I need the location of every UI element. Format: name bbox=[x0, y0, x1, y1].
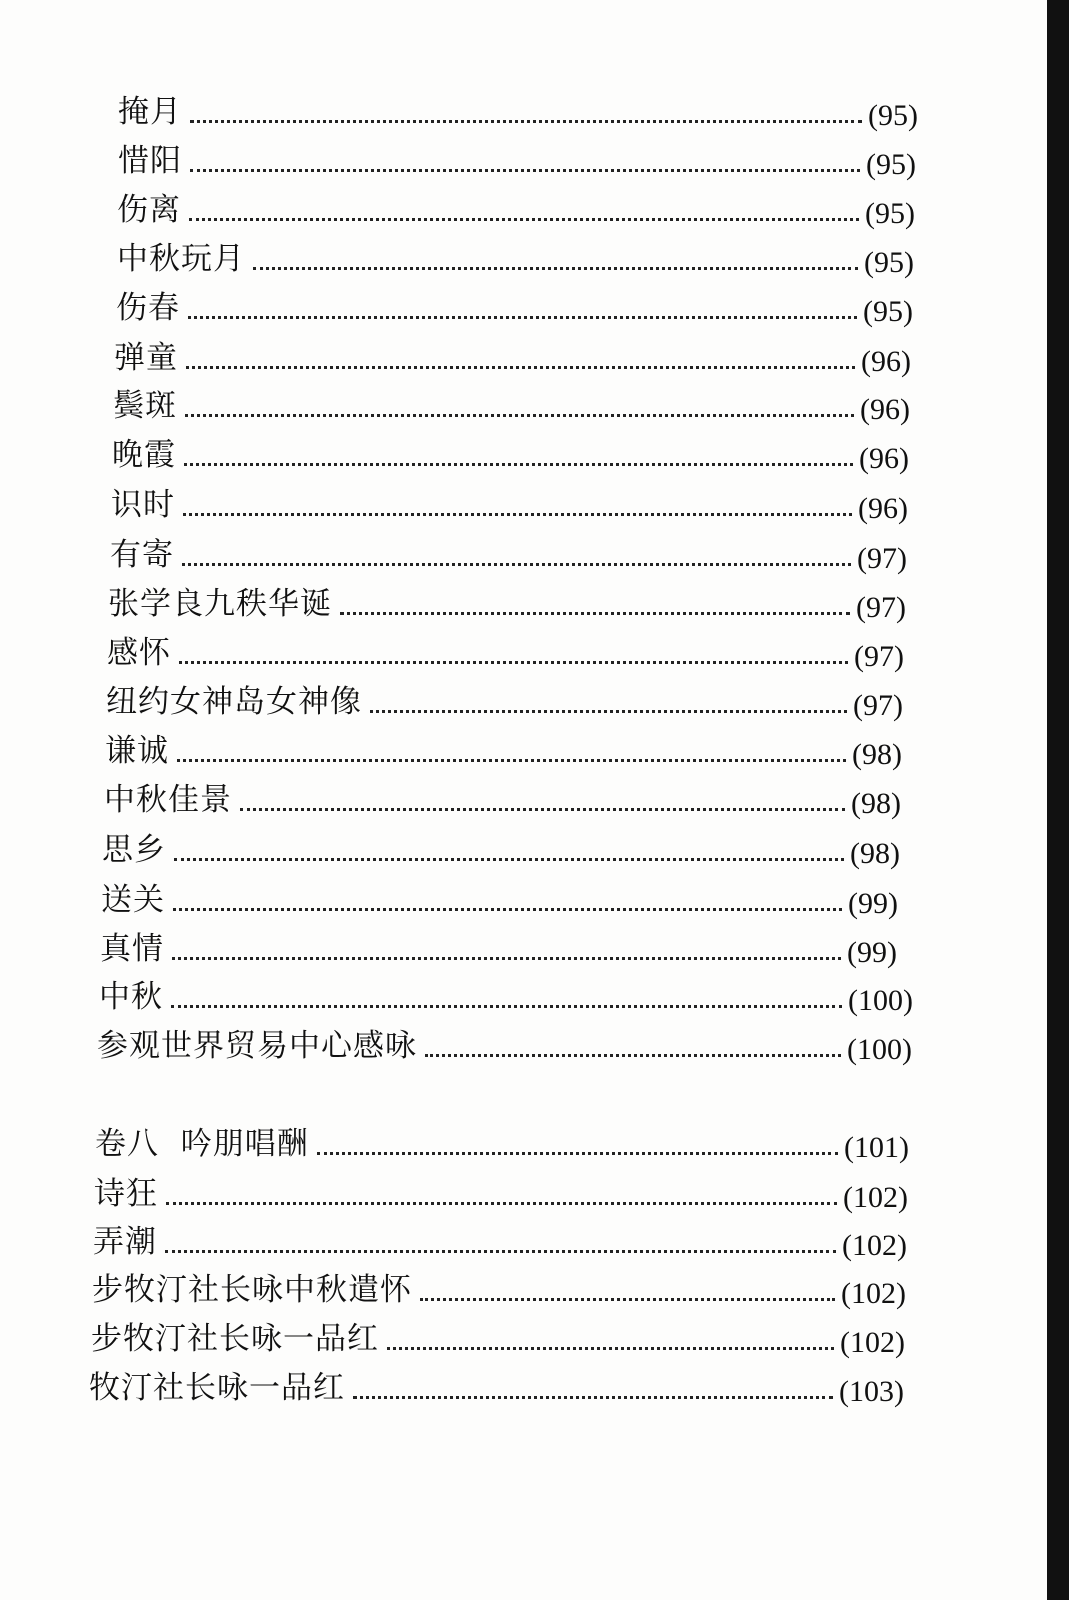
toc-entry bbox=[116, 284, 913, 328]
toc-entry-page: (96) bbox=[859, 442, 909, 475]
toc-entry-page: (97) bbox=[856, 591, 906, 624]
toc-entry-title: 张学良九秩华诞 bbox=[108, 586, 332, 622]
toc-entry bbox=[114, 334, 911, 378]
dot-leader bbox=[165, 1249, 836, 1253]
toc-entry-title: 步牧汀社长咏一品红 bbox=[91, 1321, 379, 1357]
toc-entry bbox=[117, 186, 915, 230]
toc-entry bbox=[110, 531, 907, 575]
dot-leader bbox=[179, 660, 848, 664]
toc-entry-page: (96) bbox=[861, 345, 911, 378]
toc-entry-title: 思乡 bbox=[102, 832, 166, 868]
dot-leader bbox=[253, 266, 858, 270]
toc-entry bbox=[91, 1315, 905, 1359]
toc-entry-page: (98) bbox=[851, 787, 901, 820]
toc-entry-page: (99) bbox=[847, 936, 897, 969]
dot-leader bbox=[177, 758, 846, 762]
toc-entry-title: 纽约女神岛女神像 bbox=[106, 684, 362, 720]
toc-entry-page: (96) bbox=[860, 393, 910, 426]
toc-entry bbox=[93, 1218, 907, 1262]
toc-entry-title: 真情 bbox=[100, 931, 164, 967]
toc-entry-title: 鬓斑 bbox=[113, 388, 177, 424]
toc-entry-page: (95) bbox=[863, 295, 913, 328]
dot-leader bbox=[166, 1201, 837, 1205]
toc-entry-page: (98) bbox=[850, 837, 900, 870]
dot-leader bbox=[340, 611, 850, 615]
toc-entry bbox=[112, 431, 909, 475]
dot-leader bbox=[353, 1395, 833, 1399]
dot-leader bbox=[387, 1346, 834, 1350]
toc-entry bbox=[102, 826, 900, 870]
toc-entry bbox=[105, 727, 902, 771]
toc-entry-title: 伤春 bbox=[116, 290, 180, 326]
toc-entry bbox=[99, 973, 913, 1017]
dot-leader bbox=[186, 365, 855, 369]
dot-leader bbox=[188, 315, 857, 319]
toc-entry bbox=[92, 1266, 906, 1310]
toc-entry-title: 卷八 吟朋唱酬 bbox=[95, 1126, 309, 1162]
toc-entry-title: 惜阳 bbox=[118, 143, 182, 179]
toc-entry-page: (95) bbox=[865, 197, 915, 230]
dot-leader bbox=[171, 1004, 842, 1008]
toc-entry-page: (102) bbox=[842, 1229, 907, 1262]
dot-leader bbox=[173, 907, 842, 911]
toc-entry-page: (95) bbox=[868, 99, 918, 132]
toc-entry-page: (97) bbox=[857, 542, 907, 575]
toc-entry-page: (101) bbox=[844, 1131, 909, 1164]
toc-entry-page: (95) bbox=[864, 246, 914, 279]
toc-entry-page: (100) bbox=[847, 1033, 912, 1066]
toc-entry-title: 晚霞 bbox=[112, 437, 176, 473]
dot-leader bbox=[190, 119, 862, 123]
toc-entry bbox=[97, 1022, 912, 1066]
dot-leader bbox=[185, 413, 854, 417]
dot-leader bbox=[370, 709, 847, 713]
toc-entry-page: (102) bbox=[840, 1326, 905, 1359]
toc-entry bbox=[111, 481, 908, 525]
toc-entry-title: 掩月 bbox=[118, 94, 182, 130]
dot-leader bbox=[420, 1297, 835, 1301]
toc-entry bbox=[104, 776, 901, 820]
toc-entry-page: (100) bbox=[848, 984, 913, 1017]
dot-leader bbox=[184, 462, 853, 466]
toc-entry-title: 有寄 bbox=[110, 537, 174, 573]
toc-entry-title: 送关 bbox=[101, 882, 165, 918]
toc-entry-page: (102) bbox=[841, 1277, 906, 1310]
toc-entry-title: 中秋 bbox=[99, 979, 163, 1015]
toc-entry-page: (98) bbox=[852, 738, 902, 771]
toc-entry-title: 牧汀社长咏一品红 bbox=[89, 1370, 345, 1406]
toc-entry bbox=[89, 1364, 904, 1408]
toc-entry bbox=[118, 137, 916, 181]
dot-leader bbox=[183, 512, 852, 516]
toc-entry-title: 谦诚 bbox=[105, 733, 169, 769]
toc-entry bbox=[117, 235, 914, 279]
toc-entry-page: (96) bbox=[858, 492, 908, 525]
toc-entry-title: 中秋玩月 bbox=[117, 241, 245, 277]
toc-entry bbox=[100, 925, 897, 969]
toc-entry-page: (97) bbox=[853, 689, 903, 722]
toc-entry bbox=[94, 1170, 908, 1214]
toc-entry-title: 参观世界贸易中心感咏 bbox=[97, 1028, 417, 1064]
toc-section-heading bbox=[95, 1120, 909, 1164]
toc-entry-page: (97) bbox=[854, 640, 904, 673]
toc-entry-title: 步牧汀社长咏中秋遣怀 bbox=[92, 1272, 412, 1308]
dot-leader bbox=[189, 217, 859, 221]
toc-entry bbox=[106, 678, 903, 722]
toc-entry-title: 识时 bbox=[111, 487, 175, 523]
toc-entry-title: 弹童 bbox=[114, 340, 178, 376]
toc-entry-title: 感怀 bbox=[107, 635, 171, 671]
toc-entry-page: (95) bbox=[866, 148, 916, 181]
toc-entry-page: (102) bbox=[843, 1181, 908, 1214]
dot-leader bbox=[190, 168, 860, 172]
toc-entry-title: 诗狂 bbox=[94, 1176, 158, 1212]
toc-entry bbox=[113, 382, 910, 426]
toc-entry-title: 中秋佳景 bbox=[104, 782, 232, 818]
toc-entry bbox=[118, 88, 918, 132]
toc-entry bbox=[108, 580, 906, 624]
toc-entry bbox=[107, 629, 904, 673]
toc-entry-title: 弄潮 bbox=[93, 1224, 157, 1260]
dot-leader bbox=[172, 956, 841, 960]
dot-leader bbox=[240, 807, 845, 811]
toc-entry-page: (99) bbox=[848, 887, 898, 920]
toc-entry bbox=[101, 876, 898, 920]
dot-leader bbox=[174, 857, 844, 861]
dot-leader bbox=[182, 562, 851, 566]
dot-leader bbox=[425, 1053, 841, 1057]
toc-entry-title: 伤离 bbox=[117, 192, 181, 228]
toc-entry-page: (103) bbox=[839, 1375, 904, 1408]
dot-leader bbox=[317, 1151, 838, 1155]
